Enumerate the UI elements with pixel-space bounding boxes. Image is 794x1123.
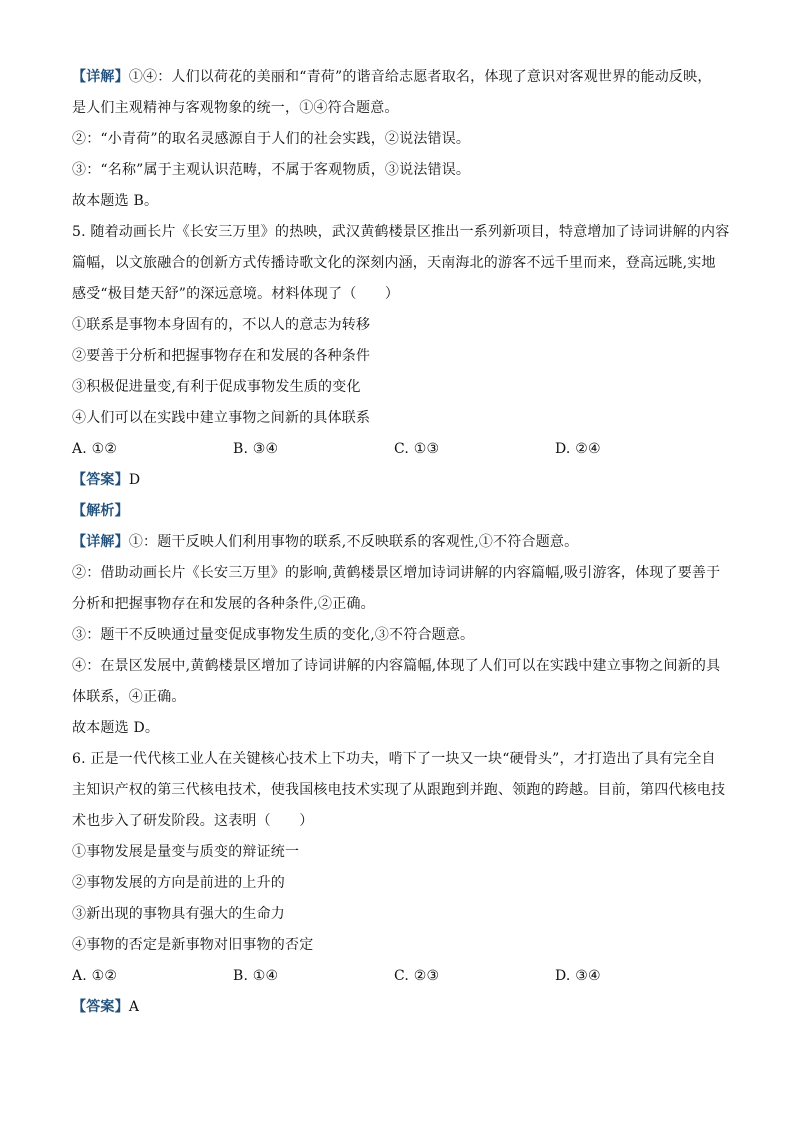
line-text: ④事物的否定是新事物对旧事物的否定 bbox=[72, 937, 314, 953]
line-text: ②要善于分析和把握事物存在和发展的各种条件 bbox=[72, 348, 371, 364]
text-line bbox=[72, 403, 724, 434]
document-page bbox=[72, 62, 730, 1023]
section-tag: 【解析】 bbox=[72, 503, 129, 519]
text-line bbox=[72, 744, 724, 775]
text-line bbox=[72, 186, 724, 217]
line-text: 分析和把握事物存在和发展的各种条件,②正确。 bbox=[72, 596, 375, 612]
line-text: 篇幅，以文旅融合的创新方式传播诗歌文化的深刻内涵，天南海北的游客不远千里而来，登高远眺,实地 bbox=[72, 255, 716, 271]
text-line bbox=[72, 868, 724, 899]
section-line bbox=[72, 465, 724, 496]
line-text: 是人们主观精神与客观物象的统一，①④符合题意。 bbox=[72, 100, 399, 116]
text-line bbox=[72, 682, 724, 713]
answer-option: A. ①② bbox=[72, 968, 118, 984]
text-line bbox=[72, 248, 724, 279]
line-text: 感受“极目楚天舒”的深远意境。材料体现了（ ） bbox=[72, 286, 400, 302]
text-line bbox=[72, 589, 724, 620]
answer-option: D. ③④ bbox=[555, 968, 601, 984]
text-line bbox=[72, 775, 724, 806]
section-line bbox=[72, 992, 724, 1023]
answer-option: C. ①③ bbox=[394, 441, 440, 457]
line-text: A bbox=[128, 999, 140, 1015]
section-line bbox=[72, 527, 724, 558]
text-line bbox=[72, 93, 724, 124]
answer-options bbox=[72, 961, 724, 992]
text-line bbox=[72, 372, 724, 403]
text-line bbox=[72, 713, 724, 744]
line-text: ①事物发展是量变与质变的辩证统一 bbox=[72, 844, 300, 860]
answer-option: C. ②③ bbox=[394, 968, 440, 984]
text-line bbox=[72, 806, 724, 837]
line-text: ③新出现的事物具有强大的生命力 bbox=[72, 906, 285, 922]
section-tag: 【详解】 bbox=[72, 69, 129, 85]
line-text: ④人们可以在实践中建立事物之间新的具体联系 bbox=[72, 410, 371, 426]
section-tag: 【详解】 bbox=[72, 534, 129, 550]
text-line bbox=[72, 651, 724, 682]
text-line bbox=[72, 155, 724, 186]
text-line bbox=[72, 310, 724, 341]
line-text: ②：借助动画长片《长安三万里》的影响,黄鹤楼景区增加诗词讲解的内容篇幅,吸引游客，体现了要善于 bbox=[72, 565, 721, 581]
line-text: ①联系是事物本身固有的，不以人的意志为转移 bbox=[72, 317, 371, 333]
text-line bbox=[72, 217, 730, 248]
line-text: 故本题选 D。 bbox=[72, 720, 160, 736]
text-line bbox=[72, 341, 724, 372]
text-line bbox=[72, 279, 724, 310]
line-text: ②：“小青荷”的取名灵感源自于人们的社会实践，②说法错误。 bbox=[72, 131, 471, 147]
line-text: 体联系，④正确。 bbox=[72, 689, 186, 705]
line-text: ②事物发展的方向是前进的上升的 bbox=[72, 875, 285, 891]
section-tag: 【答案】 bbox=[72, 472, 129, 488]
line-text: ①④：人们以荷花的美丽和“青荷”的谐音给志愿者取名，体现了意识对客观世界的能动反映， bbox=[128, 69, 712, 85]
answer-option: A. ①② bbox=[72, 441, 118, 457]
line-text: 术也步入了研发阶段。这表明（ ） bbox=[72, 813, 314, 829]
text-line bbox=[72, 620, 724, 651]
section-tag: 【答案】 bbox=[72, 999, 129, 1015]
answer-option: B. ③④ bbox=[233, 441, 279, 457]
line-text: ③积极促进量变,有利于促成事物发生质的变化 bbox=[72, 379, 361, 395]
answer-option: D. ②④ bbox=[555, 441, 601, 457]
text-line bbox=[72, 124, 724, 155]
line-text: ③：“名称”属于主观认识范畴，不属于客观物质，③说法错误。 bbox=[72, 162, 471, 178]
line-text: 5. 随着动画长片《长安三万里》的热映，武汉黄鹤楼景区推出一系列新项目，特意增加了诗词讲解的内容 bbox=[72, 224, 730, 240]
line-text: 主知识产权的第三代核电技术，使我国核电技术实现了从跟跑到并跑、领跑的跨越。目前，第四代核电技 bbox=[72, 782, 726, 798]
line-text: D bbox=[128, 472, 141, 488]
text-line bbox=[72, 558, 724, 589]
section-line bbox=[72, 496, 724, 527]
answer-options bbox=[72, 434, 724, 465]
text-line bbox=[72, 899, 724, 930]
line-text: 6. 正是一代代核工业人在关键核心技术上下功夫，啃下了一块又一块“硬骨头”，才打造出了具有完全自 bbox=[72, 751, 716, 767]
answer-option: B. ①④ bbox=[233, 968, 279, 984]
text-line bbox=[72, 930, 724, 961]
section-line bbox=[72, 62, 724, 93]
line-text: ③：题干不反映通过量变促成事物发生质的变化,③不符合题意。 bbox=[72, 627, 475, 643]
line-text: 故本题选 B。 bbox=[72, 193, 159, 209]
line-text: ④：在景区发展中,黄鹤楼景区增加了诗词讲解的内容篇幅,体现了人们可以在实践中建立事物之间新的具 bbox=[72, 658, 721, 674]
line-text: ①：题干反映人们利用事物的联系,不反映联系的客观性,①不符合题意。 bbox=[128, 534, 579, 550]
text-line bbox=[72, 837, 724, 868]
